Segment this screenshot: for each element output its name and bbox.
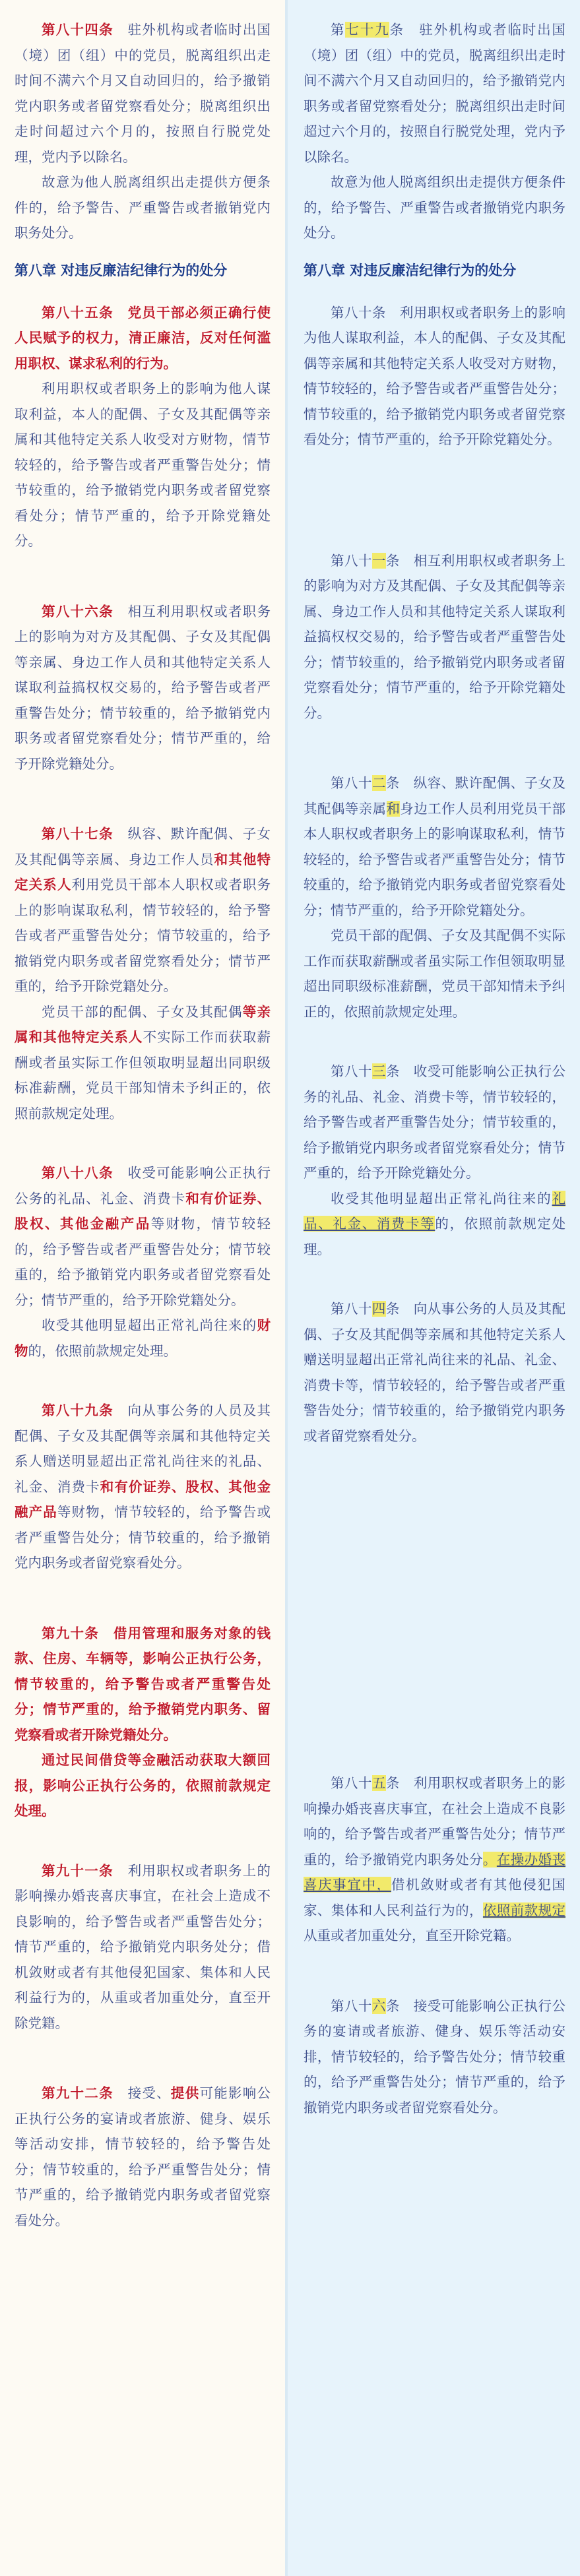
right-column-old-version (288, 0, 580, 2576)
article-85-left: 第八十五条 党员干部必须正确行使人民赋予的权力，清正廉洁，反对任何滥用职权、谋求私利的行为。 (15, 304, 271, 371)
article-87-left: 第八十七条 纵容、默许配偶、子女及其配偶等亲属、身边工作人员和其他特定关系人利用党员干部本人职权或者职务上的影响谋取私利，情节较轻的，给予警告或者严重警告处分；情节较重的，给予撤销党内职务或者留党察看处分；情节严重的，给予开除党籍处分。 (15, 826, 271, 994)
article-79-right: 第七十九条 驻外机构或者临时出国（境）团（组）中的党员，脱离组织出走时间不满六个月又自动回归的，给予撤销党内职务或者留党察看处分；脱离组织出走时间超过六个月的，按照自行脱党处理，党内予以除名。 (304, 22, 566, 165)
chapter-heading-right: 第八章 对违反廉洁纪律行为的处分 (304, 262, 517, 278)
article-84-left-p2: 故意为他人脱离组织出走提供方便条件的，给予警告、严重警告或者撤销党内职务处分。 (15, 174, 271, 241)
article-82-right-p2: 党员干部的配偶、子女及其配偶不实际工作而获取薪酬或者虽实际工作但领取明显超出同职级标准薪酬，党员干部知情未予纠正的，依照前款规定处理。 (304, 927, 565, 1020)
article-86-left: 第八十六条 相互利用职权或者职务上的影响为对方及其配偶、子女及其配偶等亲属、身边工作人员和其他特定关系人谋取利益搞权权交易的，给予警告或者严重警告处分；情节较重的，给予撤销党内职务或者留党察看处分；情节严重的，给予开除党籍处分。 (15, 603, 271, 772)
article-87-left-p2: 党员干部的配偶、子女及其配偶等亲属和其他特定关系人不实际工作而获取薪酬或者虽实际工作但领取明显超出同职级标准薪酬，党员干部知情未予纠正的，依照前款规定处理。 (15, 1003, 271, 1121)
article-81-right: 第八十一条 相互利用职权或者职务上的影响为对方及其配偶、子女及其配偶等亲属、身边工作人员和其他特定关系人谋取利益搞权权交易的，给予警告或者严重警告处分；情节较重的，给予撤销党内职务或者留党察看处分；情节严重的，给予开除党籍处分。 (304, 552, 565, 721)
article-90-left: 第九十条 借用管理和服务对象的钱款、住房、车辆等，影响公正执行公务，情节较重的，给予警告或者严重警告处分；情节严重的，给予撤销党内职务、留党察看或者开除党籍处分。 (15, 1625, 271, 1743)
article-91-left: 第九十一条 利用职权或者职务上的影响操办婚丧喜庆事宜，在社会上造成不良影响的，给予警告或者严重警告处分；情节严重的，给予撤销党内职务处分；借机敛财或者有其他侵犯国家、集体和人民利益行为的，从重或者加重处分，直至开除党籍。 (15, 1862, 271, 2031)
article-88-left: 第八十八条 收受可能影响公正执行公务的礼品、礼金、消费卡和有价证券、股权、其他金融产品等财物，情节较轻的，给予警告或者严重警告处分；情节较重的，给予撤销党内职务或者留党察看处分；情节严重的，给予开除党籍处分。 (15, 1165, 271, 1308)
article-84-right: 第八十四条 向从事公务的人员及其配偶、子女及其配偶等亲属和其他特定关系人赠送明显超出正常礼尚往来的礼品、礼金、消费卡等，情节较轻的，给予警告或者严重警告处分；情节较重的，给予撤销党内职务或者留党察看处分。 (304, 1301, 565, 1444)
article-79-right-p2: 故意为他人脱离组织出走提供方便条件的，给予警告、严重警告或者撤销党内职务处分。 (304, 174, 565, 241)
article-90-left-p2: 通过民间借贷等金融活动获取大额回报，影响公正执行公务的，依照前款规定处理。 (15, 1752, 271, 1819)
article-85-right: 第八十五条 利用职权或者职务上的影响操办婚丧喜庆事宜，在社会上造成不良影响的，给予警告或者严重警告处分；情节严重的，给予撤销党内职务处分。在操办婚丧喜庆事宜中，借机敛财或者有其他侵犯国家、集体和人民利益行为的，依照前款规定从重或者加重处分，直至开除党籍。 (304, 1775, 566, 1943)
article-83-right-p2: 收受其他明显超出正常礼尚往来的礼品、礼金、消费卡等的，依照前款规定处理。 (304, 1190, 566, 1257)
article-number: 第八十四条 (42, 22, 113, 38)
article-80-right: 第八十条 利用职权或者职务上的影响为他人谋取利益，本人的配偶、子女及其配偶等亲属和其他特定关系人收受对方财物，情节较轻的，给予警告或者严重警告处分；情节较重的，给予撤销党内职务或者留党察看处分；情节严重的，给予开除党籍处分。 (304, 304, 565, 447)
article-92-left: 第九十二条 接受、提供可能影响公正执行公务的宴请或者旅游、健身、娱乐等活动安排，情节较轻的，给予警告处分；情节较重的，给予严重警告处分；情节严重的，给予撤销党内职务或者留党察看处分。 (15, 2085, 271, 2228)
article-86-right: 第八十六条 接受可能影响公正执行公务的宴请或者旅游、健身、娱乐等活动安排，情节较轻的，给予警告处分；情节较重的，给予严重警告处分；情节严重的，给予撤销党内职务或者留党察看处分。 (304, 1997, 565, 2116)
article-88-left-p2: 收受其他明显超出正常礼尚往来的财物的，依照前款规定处理。 (15, 1317, 271, 1359)
article-82-right: 第八十二条 纵容、默许配偶、子女及其配偶等亲属和身边工作人员利用党员干部本人职权或者职务上的影响谋取私利，情节较轻的，给予警告或者严重警告处分；情节较重的，给予撤销党内职务或者留党察看处分；情节严重的，给予开除党籍处分。 (304, 775, 566, 918)
article-85-left-p2: 利用职权或者职务上的影响为他人谋取利益，本人的配偶、子女及其配偶等亲属和其他特定关系人收受对方财物，情节较轻的，给予警告或者严重警告处分；情节较重的，给予撤销党内职务或者留党察看处分；情节严重的，给予开除党籍处分。 (15, 381, 271, 549)
chapter-heading-left: 第八章 对违反廉洁纪律行为的处分 (15, 262, 228, 278)
article-84-left: 第八十四条 驻外机构或者临时出国（境）团（组）中的党员，脱离组织出走时间不满六个月又自动回归的，给予撤销党内职务或者留党察看处分；脱离组织出走时间超过六个月的，按照自行脱党处理，党内予以除名。 (15, 22, 271, 165)
left-column-new-version (0, 0, 285, 2576)
article-89-left: 第八十九条 向从事公务的人员及其配偶、子女及其配偶等亲属和其他特定关系人赠送明显超出正常礼尚往来的礼品、礼金、消费卡和有价证券、股权、其他金融产品等财物，情节较轻的，给予警告或者严重警告处分；情节较重的，给予撤销党内职务或者留党察看处分。 (15, 1402, 271, 1571)
article-83-right: 第八十三条 收受可能影响公正执行公务的礼品、礼金、消费卡等，情节较轻的，给予警告或者严重警告处分；情节较重的，给予撤销党内职务或者留党察看处分；情节严重的，给予开除党籍处分。 (304, 1063, 565, 1181)
